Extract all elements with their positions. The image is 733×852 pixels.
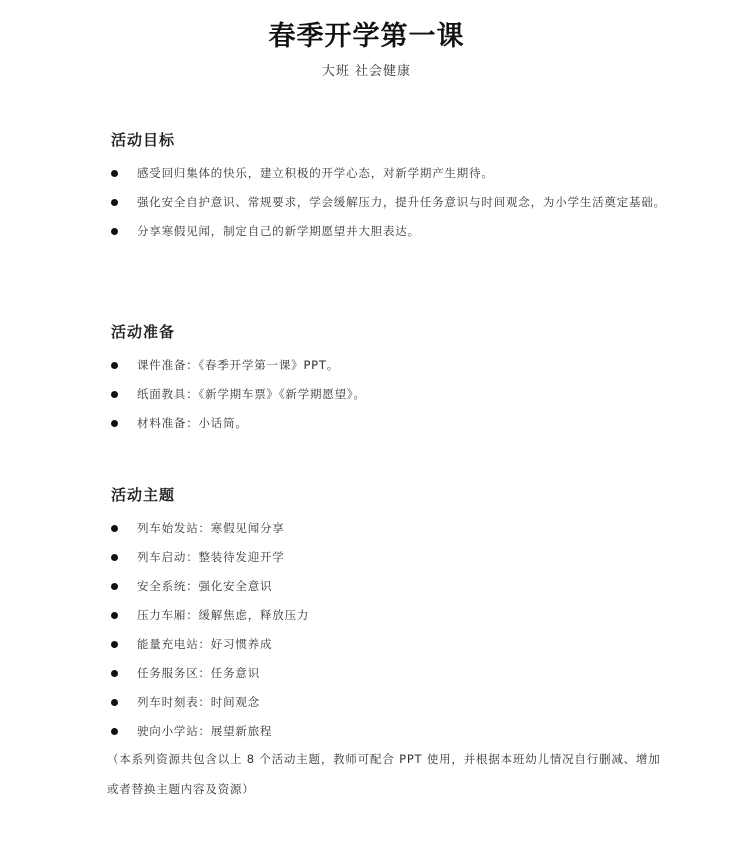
list-item-text: 分享寒假见闻，制定自己的新学期愿望并大胆表达。	[137, 224, 420, 238]
bullet-icon	[111, 583, 118, 590]
list-item	[111, 217, 671, 246]
goals-list	[111, 159, 671, 246]
list-item	[111, 543, 671, 572]
list-item-text: 列车启动：整装待发迎开学	[137, 550, 285, 564]
list-item	[111, 717, 671, 746]
list-item	[111, 688, 671, 717]
list-item	[111, 659, 671, 688]
bullet-icon	[111, 728, 118, 735]
document-title: 春季开学第一课	[268, 21, 465, 52]
list-item-text: 感受回归集体的快乐，建立积极的开学心态，对新学期产生期待。	[137, 166, 494, 180]
bullet-icon	[111, 170, 118, 177]
list-item-text: 任务服务区：任务意识	[137, 666, 260, 680]
preparation-list	[111, 351, 671, 438]
bullet-icon	[111, 391, 118, 398]
section-heading-goals: 活动目标	[111, 131, 176, 149]
document-subtitle: 大班 社会健康	[321, 64, 412, 79]
section-heading-preparation: 活动准备	[111, 323, 176, 341]
bullet-icon	[111, 199, 118, 206]
bullet-icon	[111, 699, 118, 706]
list-item	[111, 409, 671, 438]
bullet-icon	[111, 670, 118, 677]
resource-note: （本系列资源共包含以上 8 个活动主题，教师可配合 PPT 使用，并根据本班幼儿情况自行删减、增加或者替换主题内容及资源）	[107, 752, 661, 796]
list-item-text: 材料准备：小话筒。	[137, 416, 248, 430]
list-item	[111, 351, 671, 380]
bullet-icon	[111, 641, 118, 648]
bullet-icon	[111, 420, 118, 427]
bullet-icon	[111, 362, 118, 369]
list-item-text: 能量充电站：好习惯养成	[137, 637, 273, 651]
list-item-text: 强化安全自护意识、常规要求，学会缓解压力，提升任务意识与时间观念，为小学生活奠定基础。	[137, 195, 666, 209]
list-item	[111, 159, 671, 188]
section-heading-themes: 活动主题	[111, 486, 176, 504]
list-item	[111, 188, 671, 217]
list-item-text: 压力车厢：缓解焦虑，释放压力	[137, 608, 310, 622]
list-item-text: 列车时刻表：时间观念	[137, 695, 260, 709]
list-item-text: 列车始发站：寒假见闻分享	[137, 521, 285, 535]
list-item	[111, 572, 671, 601]
list-item	[111, 601, 671, 630]
list-item	[111, 380, 671, 409]
list-item	[111, 514, 671, 543]
bullet-icon	[111, 554, 118, 561]
bullet-icon	[111, 228, 118, 235]
themes-list	[111, 514, 671, 746]
list-item-text: 驶向小学站：展望新旅程	[137, 724, 273, 738]
bullet-icon	[111, 612, 118, 619]
list-item-text: 纸面教具：《新学期车票》《新学期愿望》。	[137, 387, 366, 401]
bullet-icon	[111, 525, 118, 532]
list-item-text: 课件准备：《春季开学第一课》PPT。	[137, 358, 340, 372]
list-item-text: 安全系统：强化安全意识	[137, 579, 273, 593]
list-item	[111, 630, 671, 659]
